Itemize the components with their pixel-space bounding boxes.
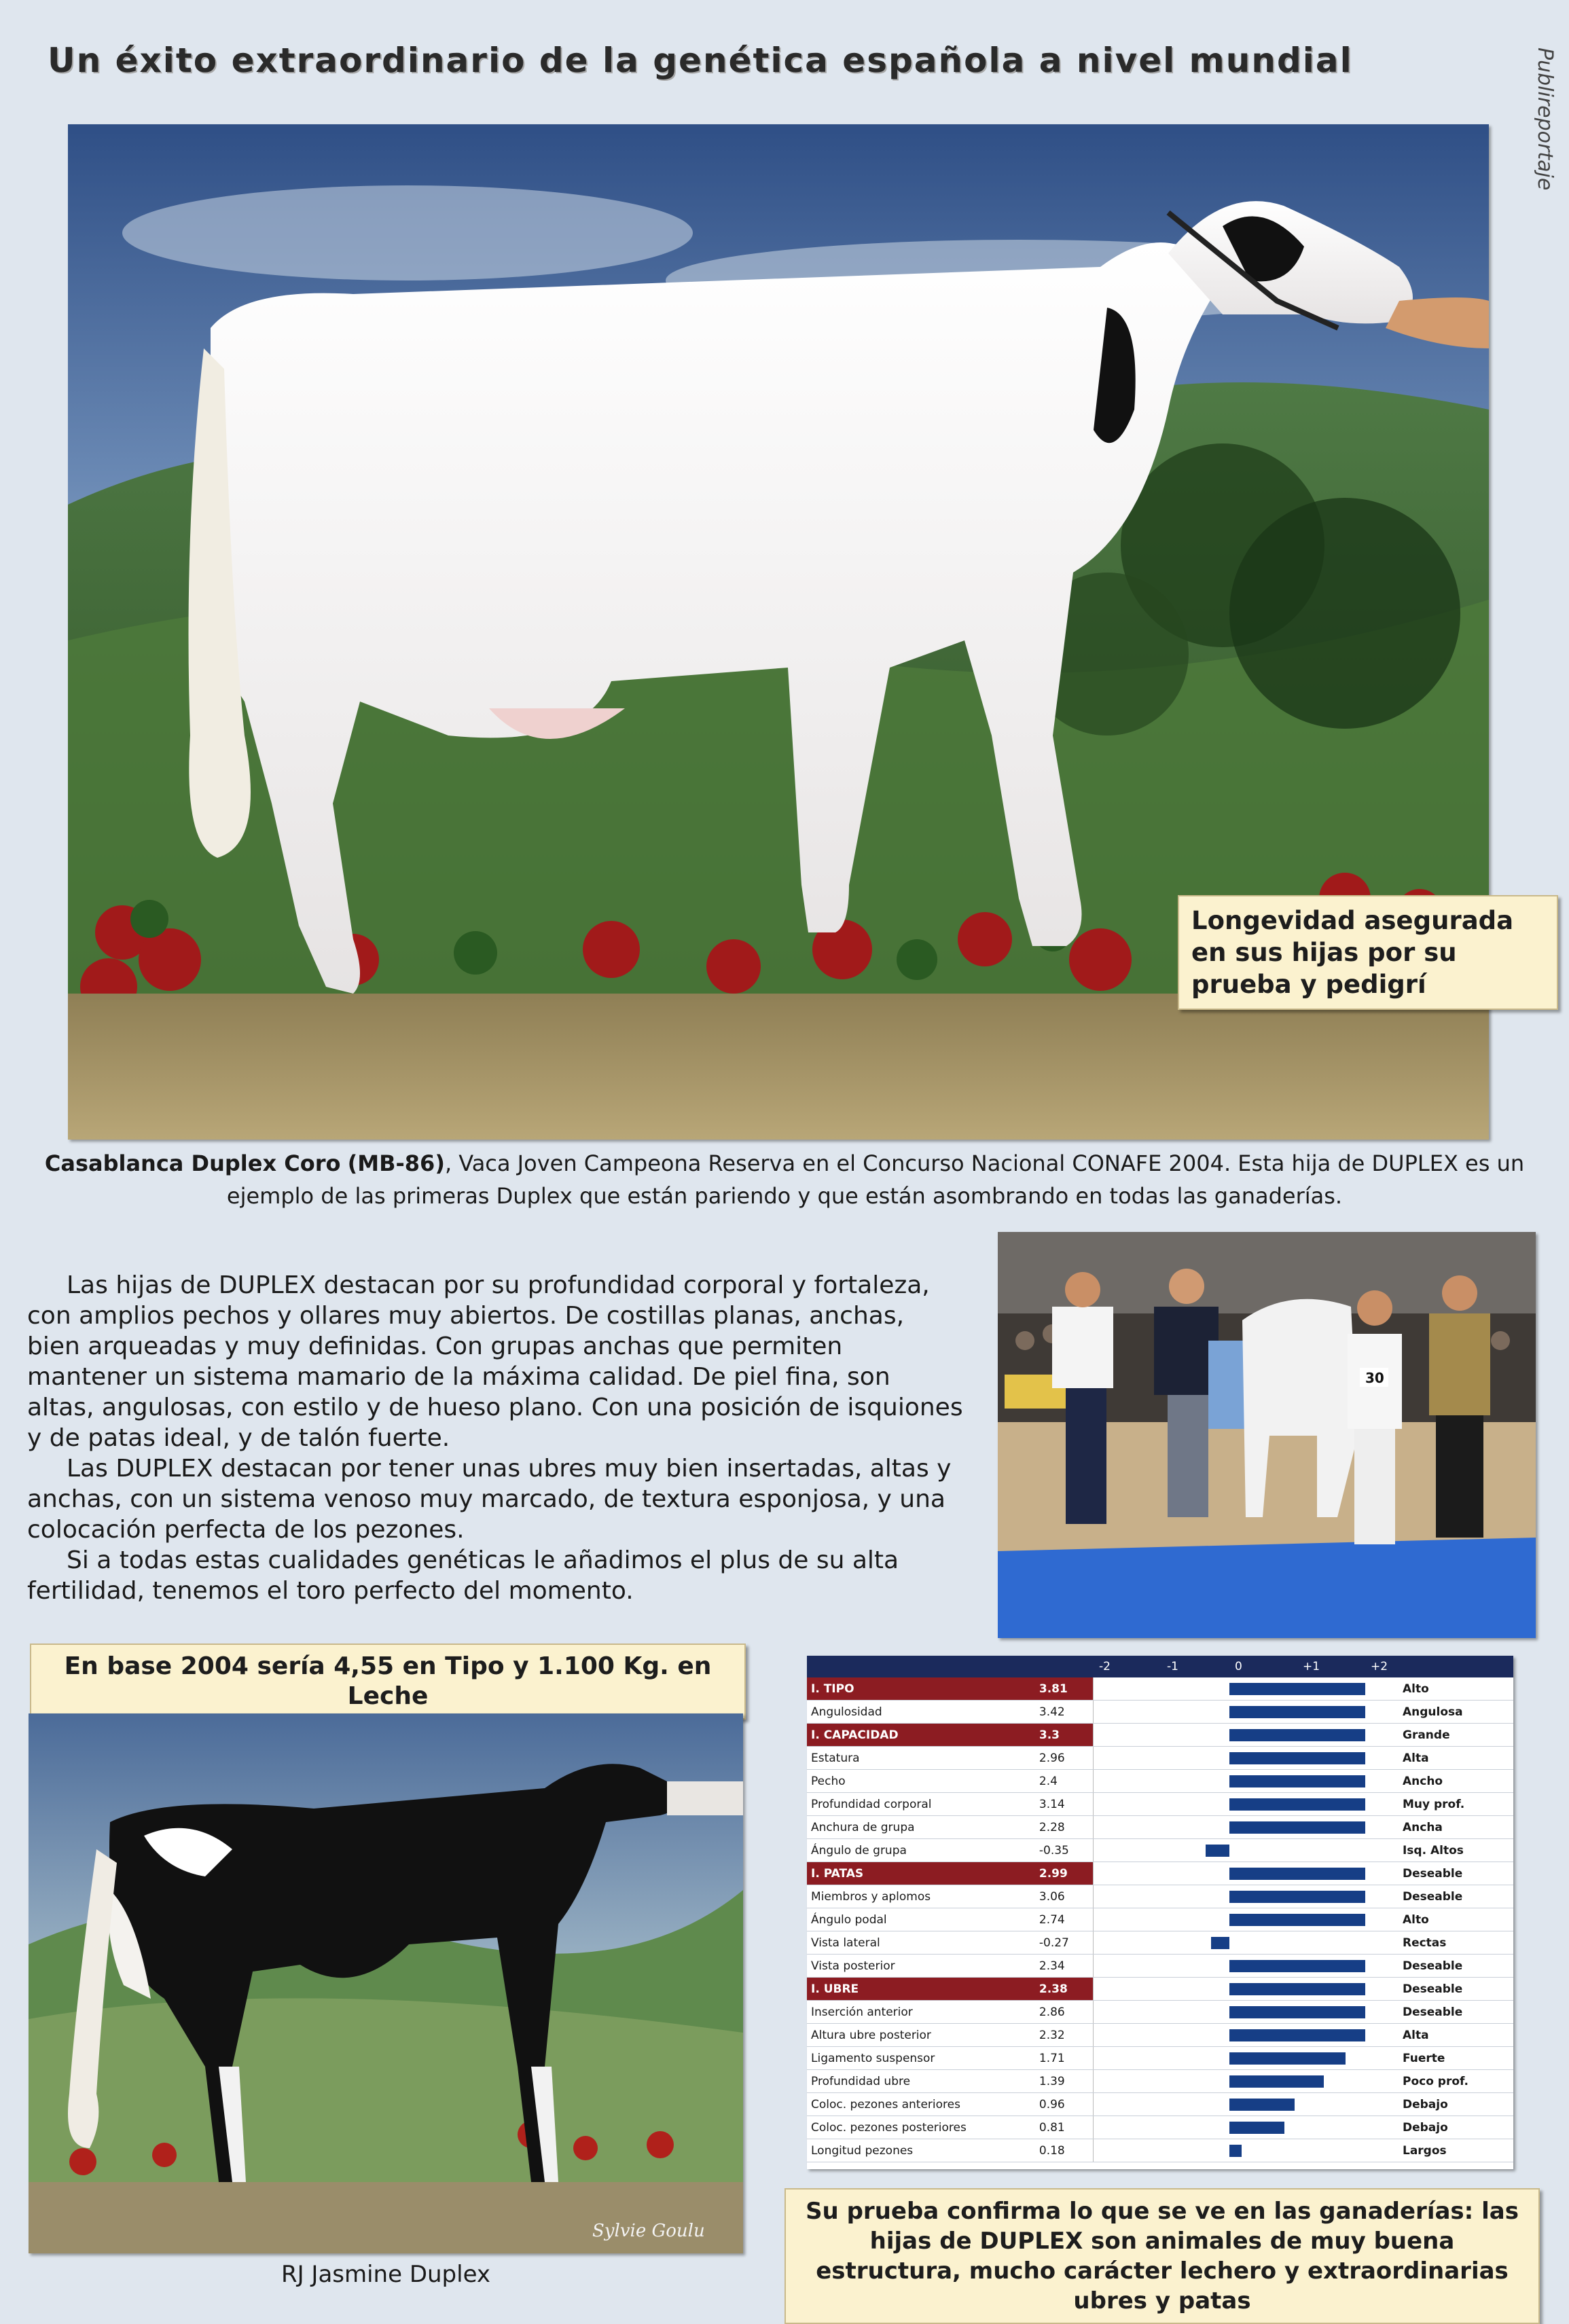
- table-row: [807, 2116, 1513, 2139]
- trait-description: Angulosa: [1399, 1701, 1513, 1724]
- trait-bar: [1229, 1868, 1365, 1880]
- trait-bar: [1229, 2075, 1324, 2088]
- trait-value: 2.28: [1035, 1816, 1094, 1839]
- genetic-profile-chart: [807, 1656, 1513, 2169]
- trait-value: 2.86: [1035, 2001, 1094, 2024]
- genetic-table: [807, 1677, 1513, 2162]
- table-row: [807, 1793, 1513, 1816]
- trait-value: 2.38: [1035, 1978, 1094, 2001]
- trait-bar-cell: [1094, 2047, 1399, 2070]
- trait-name: Pecho: [807, 1770, 1035, 1793]
- trait-bar-cell: [1094, 1701, 1399, 1724]
- trait-name: Ángulo podal: [807, 1908, 1035, 1931]
- trait-name: Profundidad ubre: [807, 2070, 1035, 2093]
- table-section-row: [807, 1724, 1513, 1747]
- axis-tick-label: -2: [1099, 1660, 1111, 1673]
- trait-value: -0.27: [1035, 1931, 1094, 1955]
- table-section-row: [807, 1677, 1513, 1701]
- trait-bar: [1229, 1752, 1365, 1764]
- trait-bar: [1229, 1891, 1365, 1903]
- page-title: Un éxito extraordinario de la genética española a nivel mundial: [48, 41, 1353, 80]
- section-tag: Publireportaje: [1533, 48, 1557, 191]
- trait-description: Fuerte: [1399, 2047, 1513, 2070]
- trait-bar-cell: [1094, 1747, 1399, 1770]
- photographer-signature: Sylvie Goulu: [592, 2221, 705, 2241]
- trait-value: 2.74: [1035, 1908, 1094, 1931]
- trait-name: Ángulo de grupa: [807, 1839, 1035, 1862]
- trait-description: Alto: [1399, 1677, 1513, 1701]
- trait-description: Ancha: [1399, 1816, 1513, 1839]
- trait-value: 3.14: [1035, 1793, 1094, 1816]
- trait-value: 2.96: [1035, 1747, 1094, 1770]
- trait-description: Alta: [1399, 2024, 1513, 2047]
- trait-description: Debajo: [1399, 2116, 1513, 2139]
- trait-bar-cell: [1094, 1862, 1399, 1885]
- trait-bar-cell: [1094, 1793, 1399, 1816]
- table-row: [807, 1839, 1513, 1862]
- table-row: [807, 2001, 1513, 2024]
- trait-name: Inserción anterior: [807, 2001, 1035, 2024]
- trait-bar: [1229, 1729, 1365, 1741]
- trait-value: 0.81: [1035, 2116, 1094, 2139]
- chart-caption-callout: Su prueba confirma lo que se ve en las ganaderías: las hijas de DUPLEX son animales de muy buena estructura, mucho carácter lechero y extraordinarias ubres y patas: [784, 2188, 1540, 2324]
- trait-bar: [1229, 1706, 1365, 1718]
- trait-bar-cell: [1094, 2093, 1399, 2116]
- trait-bar: [1229, 1683, 1365, 1695]
- trait-name: Coloc. pezones posteriores: [807, 2116, 1035, 2139]
- trait-bar-cell: [1094, 1908, 1399, 1931]
- paragraph-1: Las hijas de DUPLEX destacan por su profundidad corporal y fortaleza, con amplios pechos y ollares muy abiertos. De costillas planas, anchas, bien arqueadas y muy definidas. Con grupas anchas que permiten mantener un sistema mamario de la máxima calidad. De piel fina, son altas, angulosas, con estilo y de hueso plano. Con una posición de isquiones y de patas ideal, y de talón fuerte.: [27, 1271, 963, 1452]
- table-row: [807, 2024, 1513, 2047]
- trait-value: 3.81: [1035, 1677, 1094, 1701]
- trait-description: Grande: [1399, 1724, 1513, 1747]
- trait-name: Ligamento suspensor: [807, 2047, 1035, 2070]
- main-photo-caption: [34, 1147, 1535, 1212]
- trait-description: Debajo: [1399, 2093, 1513, 2116]
- trait-description: Deseable: [1399, 1885, 1513, 1908]
- trait-bar: [1206, 1845, 1229, 1857]
- trait-bar: [1229, 1960, 1365, 1972]
- trait-name: Miembros y aplomos: [807, 1885, 1035, 1908]
- trait-name: Longitud pezones: [807, 2139, 1035, 2162]
- base-2004-callout: En base 2004 sería 4,55 en Tipo y 1.100 Kg. en Leche: [30, 1644, 746, 1720]
- trait-bar: [1229, 1983, 1365, 1995]
- trait-description: Ancho: [1399, 1770, 1513, 1793]
- jasmine-caption: RJ Jasmine Duplex: [281, 2261, 491, 2288]
- table-row: [807, 2093, 1513, 2116]
- trait-description: Muy prof.: [1399, 1793, 1513, 1816]
- trait-bar-cell: [1094, 2116, 1399, 2139]
- trait-description: Largos: [1399, 2139, 1513, 2162]
- trait-bar-cell: [1094, 1677, 1399, 1701]
- table-row: [807, 1747, 1513, 1770]
- caption-cow-name: Casablanca Duplex Coro: [44, 1150, 341, 1176]
- table-row: [807, 1908, 1513, 1931]
- trait-description: Alta: [1399, 1747, 1513, 1770]
- trait-value: 1.71: [1035, 2047, 1094, 2070]
- paragraph-3: Si a todas estas cualidades genéticas le añadimos el plus de su alta fertilidad, tenemos el toro perfecto del momento.: [27, 1546, 899, 1605]
- trait-name: Estatura: [807, 1747, 1035, 1770]
- trait-description: Alto: [1399, 1908, 1513, 1931]
- trait-bar: [1229, 1914, 1365, 1926]
- trait-bar: [1229, 2145, 1242, 2157]
- table-section-row: [807, 1978, 1513, 2001]
- trait-value: 2.34: [1035, 1955, 1094, 1978]
- trait-bar: [1229, 2006, 1365, 2018]
- table-row: [807, 1955, 1513, 1978]
- trait-bar-cell: [1094, 1816, 1399, 1839]
- trait-bar-cell: [1094, 1724, 1399, 1747]
- trait-name: Profundidad corporal: [807, 1793, 1035, 1816]
- trait-bar: [1211, 1937, 1229, 1949]
- trait-description: Rectas: [1399, 1931, 1513, 1955]
- trait-value: 1.39: [1035, 2070, 1094, 2093]
- table-row: [807, 1701, 1513, 1724]
- trait-description: Deseable: [1399, 2001, 1513, 2024]
- trait-description: Poco prof.: [1399, 2070, 1513, 2093]
- trait-name: Vista lateral: [807, 1931, 1035, 1955]
- trait-name: Altura ubre posterior: [807, 2024, 1035, 2047]
- paragraph-2: Las DUPLEX destacan por tener unas ubres muy bien insertadas, altas y anchas, con un sistema venoso muy marcado, de textura esponjosa, y una colocación perfecta de los pezones.: [27, 1455, 952, 1544]
- trait-description: Deseable: [1399, 1978, 1513, 2001]
- trait-bar-cell: [1094, 1770, 1399, 1793]
- trait-name: Angulosidad: [807, 1701, 1035, 1724]
- placard-number: 30: [1365, 1370, 1384, 1386]
- trait-bar-cell: [1094, 1931, 1399, 1955]
- longevity-callout: Longevidad asegurada en sus hijas por su prueba y pedigrí: [1178, 895, 1558, 1010]
- trait-bar-cell: [1094, 2024, 1399, 2047]
- table-row: [807, 1816, 1513, 1839]
- trait-name: I. UBRE: [807, 1978, 1035, 2001]
- trait-bar-cell: [1094, 2001, 1399, 2024]
- trait-bar-cell: [1094, 1839, 1399, 1862]
- trait-bar-cell: [1094, 2070, 1399, 2093]
- axis-tick-label: -1: [1167, 1660, 1178, 1673]
- trait-value: 2.4: [1035, 1770, 1094, 1793]
- table-row: [807, 1885, 1513, 1908]
- axis-tick-label: +2: [1371, 1660, 1388, 1673]
- trait-name: Vista posterior: [807, 1955, 1035, 1978]
- trait-bar-cell: [1094, 1885, 1399, 1908]
- trait-name: Anchura de grupa: [807, 1816, 1035, 1839]
- table-row: [807, 1770, 1513, 1793]
- trait-description: Deseable: [1399, 1862, 1513, 1885]
- trait-value: 0.96: [1035, 2093, 1094, 2116]
- trait-bar-cell: [1094, 1955, 1399, 1978]
- table-row: [807, 1931, 1513, 1955]
- black-white-cow-image: [29, 1713, 743, 2253]
- chart-axis-header: [807, 1656, 1513, 1677]
- axis-tick-label: 0: [1235, 1660, 1242, 1673]
- trait-bar: [1229, 1821, 1365, 1834]
- trait-description: Deseable: [1399, 1955, 1513, 1978]
- trait-bar: [1229, 1775, 1365, 1787]
- table-row: [807, 2139, 1513, 2162]
- table-row: [807, 2047, 1513, 2070]
- trait-value: 3.3: [1035, 1724, 1094, 1747]
- award-ceremony-photo: [998, 1232, 1536, 1638]
- trait-value: -0.35: [1035, 1839, 1094, 1862]
- axis-tick-label: +1: [1303, 1660, 1320, 1673]
- trait-value: 2.32: [1035, 2024, 1094, 2047]
- table-row: [807, 2070, 1513, 2093]
- trait-name: Coloc. pezones anteriores: [807, 2093, 1035, 2116]
- trait-bar: [1229, 2029, 1365, 2041]
- trait-bar: [1229, 1798, 1365, 1811]
- trait-bar: [1229, 2099, 1295, 2111]
- trait-value: 2.99: [1035, 1862, 1094, 1885]
- trait-name: I. TIPO: [807, 1677, 1035, 1701]
- caption-cow-code: (MB-86): [347, 1150, 445, 1176]
- caption-text: , Vaca Joven Campeona Reserva en el Concurso Nacional CONAFE 2004. Esta hija de DUPLEX es un ejemplo de las primeras Duplex que están pariendo y que están asombrando en todas las ganaderías.: [226, 1150, 1525, 1209]
- trait-value: 0.18: [1035, 2139, 1094, 2162]
- trait-bar: [1229, 2052, 1346, 2065]
- trait-bar: [1229, 2122, 1284, 2134]
- trait-name: I. CAPACIDAD: [807, 1724, 1035, 1747]
- trait-bar-cell: [1094, 1978, 1399, 2001]
- article-body: [27, 1270, 964, 1606]
- ceremony-image: [998, 1232, 1536, 1638]
- trait-value: 3.06: [1035, 1885, 1094, 1908]
- table-section-row: [807, 1862, 1513, 1885]
- jasmine-cow-photo: [29, 1713, 743, 2253]
- trait-value: 3.42: [1035, 1701, 1094, 1724]
- trait-description: Isq. Altos: [1399, 1839, 1513, 1862]
- trait-bar-cell: [1094, 2139, 1399, 2162]
- trait-name: I. PATAS: [807, 1862, 1035, 1885]
